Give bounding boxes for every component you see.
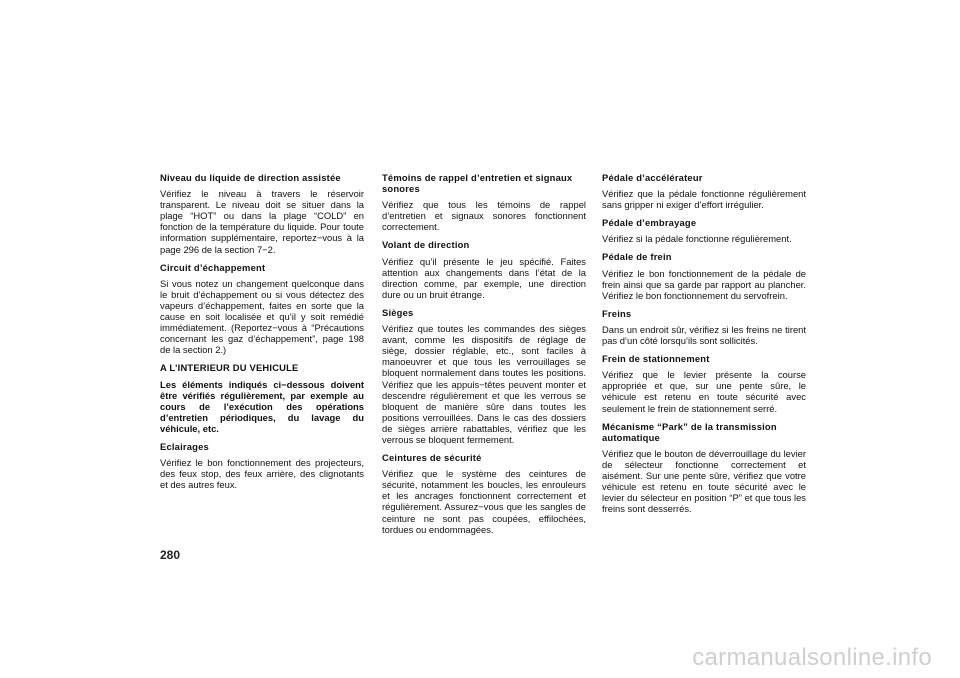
section-heading: A L’INTERIEUR DU VEHICULE (160, 362, 299, 374)
paragraph: Vérifiez le niveau à travers le réservoir transparent. Le niveau doit se situer dans la plage “HOT” ou dans la plage “COLD” en fonction de la température du liquide. Pour toute information supplémentaire, reportez−vous à la page 296 de la section 7−2. (160, 188, 364, 255)
paragraph: Vérifiez que le bouton de déverrouillage du levier de sélecteur fonctionne correctement et aisément. Sur une pente sûre, vérifiez que votre véhicule est retenu en toute sécurité avec le levier du sélecteur en position “P” et que tous les freins sont desserrés. (602, 447, 806, 515)
section-heading: Pédale d’embrayage (602, 217, 697, 229)
section-heading: Mécanisme “Park” de la transmission automatique (602, 420, 777, 443)
paragraph: Vérifiez le bon fonctionnement de la pédale de frein ainsi que sa garde par rapport au plancher. Vérifiez le bon fonctionnement du servofrein. (602, 267, 806, 301)
paragraph: Vérifiez qu’il présente le jeu spécifié. Faites attention aux changements dans l’état de la direction comme, par exemple, une direction dure ou un bruit étrange. (382, 255, 586, 300)
section-heading: Freins (602, 307, 632, 319)
section-heading: Ceintures de sécurité (382, 452, 482, 464)
section-heading: Sièges (382, 306, 414, 318)
section-heading: Témoins de rappel d’entretien et signaux sonores (382, 172, 573, 195)
section-heading: Niveau du liquide de direction assistée (160, 172, 341, 183)
section-heading: Volant de direction (382, 239, 470, 251)
paragraph: Vérifiez si la pédale fonctionne régulièrement. (602, 233, 792, 245)
section-heading: Frein de stationnement (602, 353, 710, 365)
watermark: carmanualsonline.info (692, 644, 932, 671)
bold-paragraph: Les éléments indiqués ci−dessous doivent être vérifiés régulièrement, par exemple au cours de l’exécution des opérations d’entretien périodiques, du lavage du véhicule, etc. (160, 378, 364, 434)
paragraph: Vérifiez que la pédale fonctionne régulièrement sans gripper ni exiger d’effort irrégulier. (602, 188, 806, 211)
text-column-2 (382, 172, 586, 542)
section-heading: Circuit d’échappement (160, 261, 266, 273)
text-column-1 (160, 172, 364, 497)
section-heading: Pédale d’accélérateur (602, 172, 703, 183)
section-heading: Eclairages (160, 440, 209, 452)
page-number: 280 (160, 548, 181, 562)
paragraph: Vérifiez que le levier présente la course appropriée et que, sur une pente sûre, le véhicule est retenu en toute sécurité avec seulement le frein de stationnement serré. (602, 369, 806, 414)
text-column-3 (602, 172, 806, 521)
paragraph: Vérifiez le bon fonctionnement des projecteurs, des feux stop, des feux arrière, des clignotants et des autres feux. (160, 457, 364, 491)
paragraph: Vérifiez que toutes les commandes des sièges avant, comme les dispositifs de réglage de siège, dossier réglable, etc., sont faciles à manoeuvrer et que tous les verrouillages se bloquent normalement dans toutes les positions. Vérifiez que les appuis−têtes peuvent monter et descendre régulièrement et que les verrous se bloquent de manière sûre dans toutes les positions verrouillées. Dans le cas des dossiers de sièges arrière rabattables, vérifiez que les verrous se bloquent fermement. (382, 323, 586, 445)
paragraph: Dans un endroit sûr, vérifiez si les freins ne tirent pas d’un côté lorsqu’ils sont sollicités. (602, 323, 806, 347)
paragraph: Vérifiez que le système des ceintures de sécurité, notamment les boucles, les enrouleurs et les ancrages fonctionnent correctement et régulièrement. Assurez−vous que les sangles de ceinture ne sont pas coupées, effilochées, tordues ou endommagées. (382, 468, 586, 535)
paragraph: Vérifiez que tous les témoins de rappel d’entretien et signaux sonores fonctionnent correctement. (382, 199, 586, 233)
section-heading: Pédale de frein (602, 251, 672, 263)
paragraph: Si vous notez un changement quelconque dans le bruit d’échappement ou si vous détectez des vapeurs d’échappement, faites en sorte que la cause en soit localisée et qu’il y soit remédié immédiatement. (Reportez−vous à “Précautions concernant les gaz d’échappement”, page 198 de la section 2.) (160, 277, 364, 356)
